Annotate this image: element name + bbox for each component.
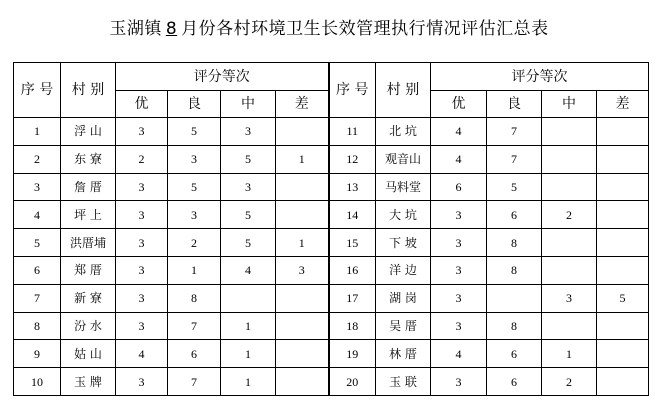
- right-grade-zhong-cell: [542, 229, 597, 257]
- left-village-cell: 郑 厝: [61, 256, 116, 284]
- left-grade-zhong-cell: 1: [221, 340, 276, 368]
- right-grade-liang-cell: 6: [487, 201, 542, 229]
- left-grade-you-cell: 3: [116, 201, 168, 229]
- left-seq-cell: 3: [14, 173, 61, 201]
- right-grade-you-cell: 3: [431, 368, 487, 396]
- table-row: [14, 118, 649, 146]
- right-grade-cha-cell: [597, 312, 649, 340]
- right-grade-cha-cell: [597, 118, 649, 146]
- table-body: [14, 118, 649, 396]
- right-grade-cha-cell: [597, 229, 649, 257]
- left-grade-you-cell: 3: [116, 118, 168, 146]
- left-seq-cell: 2: [14, 145, 61, 173]
- header-seq-right: 序 号: [329, 63, 376, 118]
- left-grade-cha-cell: 3: [276, 256, 329, 284]
- right-seq-cell: 17: [329, 284, 376, 312]
- left-grade-liang-cell: 5: [168, 173, 221, 201]
- right-seq-cell: 11: [329, 118, 376, 146]
- right-grade-zhong-cell: [542, 256, 597, 284]
- right-seq-cell: 20: [329, 368, 376, 396]
- summary-table: [13, 62, 649, 396]
- left-grade-zhong-cell: 5: [221, 201, 276, 229]
- right-grade-liang-cell: 8: [487, 312, 542, 340]
- right-grade-zhong-cell: [542, 145, 597, 173]
- right-village-cell: 大 坑: [376, 201, 431, 229]
- left-grade-liang-cell: 8: [168, 284, 221, 312]
- table-row: [14, 145, 649, 173]
- right-village-cell: 湖 岗: [376, 284, 431, 312]
- right-grade-you-cell: 3: [431, 201, 487, 229]
- left-grade-cha-cell: 1: [276, 145, 329, 173]
- left-grade-liang-cell: 6: [168, 340, 221, 368]
- right-seq-cell: 19: [329, 340, 376, 368]
- left-grade-cha-cell: [276, 201, 329, 229]
- header-grade-liang-right: 良: [487, 91, 542, 118]
- left-village-cell: 汾 水: [61, 312, 116, 340]
- left-village-cell: 姑 山: [61, 340, 116, 368]
- right-village-cell: 马料堂: [376, 173, 431, 201]
- page-title: [0, 14, 658, 39]
- left-village-cell: 坪 上: [61, 201, 116, 229]
- header-grade-you-left: 优: [116, 91, 168, 118]
- left-village-cell: 新 寮: [61, 284, 116, 312]
- header-grade-zhong-left: 中: [221, 91, 276, 118]
- right-grade-liang-cell: 8: [487, 229, 542, 257]
- header-grade-cha-right: 差: [597, 91, 649, 118]
- right-grade-liang-cell: 7: [487, 118, 542, 146]
- right-grade-liang-cell: 6: [487, 368, 542, 396]
- left-grade-zhong-cell: 1: [221, 368, 276, 396]
- left-grade-liang-cell: 7: [168, 368, 221, 396]
- left-grade-liang-cell: 7: [168, 312, 221, 340]
- header-grade-cha-left: 差: [276, 91, 329, 118]
- left-grade-cha-cell: [276, 368, 329, 396]
- right-grade-you-cell: 4: [431, 340, 487, 368]
- right-grade-cha-cell: [597, 173, 649, 201]
- right-grade-you-cell: 4: [431, 145, 487, 173]
- right-seq-cell: 12: [329, 145, 376, 173]
- left-seq-cell: 5: [14, 229, 61, 257]
- left-grade-cha-cell: [276, 173, 329, 201]
- right-seq-cell: 15: [329, 229, 376, 257]
- right-grade-zhong-cell: 2: [542, 368, 597, 396]
- table-row: [14, 229, 649, 257]
- left-grade-liang-cell: 5: [168, 118, 221, 146]
- left-grade-you-cell: 3: [116, 173, 168, 201]
- left-grade-zhong-cell: 4: [221, 256, 276, 284]
- right-village-cell: 北 坑: [376, 118, 431, 146]
- left-grade-cha-cell: [276, 312, 329, 340]
- right-grade-you-cell: 3: [431, 229, 487, 257]
- right-grade-you-cell: 4: [431, 118, 487, 146]
- left-grade-zhong-cell: [221, 284, 276, 312]
- right-grade-cha-cell: [597, 145, 649, 173]
- header-rating-right: 评分等次: [431, 63, 649, 91]
- table-row: [14, 340, 649, 368]
- right-grade-zhong-cell: 3: [542, 284, 597, 312]
- table-row: [14, 368, 649, 396]
- left-village-cell: 东 寮: [61, 145, 116, 173]
- right-grade-cha-cell: 5: [597, 284, 649, 312]
- left-grade-you-cell: 3: [116, 368, 168, 396]
- right-village-cell: 洋 边: [376, 256, 431, 284]
- right-grade-liang-cell: 7: [487, 145, 542, 173]
- header-rating-left: 评分等次: [116, 63, 329, 91]
- right-grade-liang-cell: 6: [487, 340, 542, 368]
- table-row: [14, 173, 649, 201]
- left-seq-cell: 6: [14, 256, 61, 284]
- left-grade-you-cell: 4: [116, 340, 168, 368]
- header-village-left: 村 别: [61, 63, 116, 118]
- left-grade-zhong-cell: 5: [221, 229, 276, 257]
- left-grade-cha-cell: [276, 284, 329, 312]
- right-grade-cha-cell: [597, 340, 649, 368]
- right-village-cell: 观音山: [376, 145, 431, 173]
- right-grade-zhong-cell: [542, 118, 597, 146]
- table-row: [14, 284, 649, 312]
- left-grade-liang-cell: 3: [168, 201, 221, 229]
- table-row: [14, 256, 649, 284]
- left-grade-cha-cell: [276, 118, 329, 146]
- right-grade-cha-cell: [597, 256, 649, 284]
- left-grade-liang-cell: 1: [168, 256, 221, 284]
- right-grade-you-cell: 3: [431, 256, 487, 284]
- left-village-cell: 洪厝埔: [61, 229, 116, 257]
- left-seq-cell: 4: [14, 201, 61, 229]
- header-row-1: [14, 63, 649, 91]
- right-grade-you-cell: 6: [431, 173, 487, 201]
- left-grade-zhong-cell: 3: [221, 173, 276, 201]
- right-grade-liang-cell: 5: [487, 173, 542, 201]
- right-seq-cell: 16: [329, 256, 376, 284]
- left-grade-zhong-cell: 5: [221, 145, 276, 173]
- header-grade-you-right: 优: [431, 91, 487, 118]
- left-grade-you-cell: 3: [116, 229, 168, 257]
- right-village-cell: 吴 厝: [376, 312, 431, 340]
- right-grade-cha-cell: [597, 201, 649, 229]
- left-seq-cell: 10: [14, 368, 61, 396]
- header-grade-zhong-right: 中: [542, 91, 597, 118]
- right-grade-you-cell: 3: [431, 284, 487, 312]
- right-grade-zhong-cell: 1: [542, 340, 597, 368]
- header-grade-liang-left: 良: [168, 91, 221, 118]
- left-village-cell: 詹 厝: [61, 173, 116, 201]
- title-prefix: 玉湖镇: [109, 19, 162, 39]
- right-village-cell: 玉 联: [376, 368, 431, 396]
- right-village-cell: 林 厝: [376, 340, 431, 368]
- right-grade-you-cell: 3: [431, 312, 487, 340]
- title-suffix: 月份各村环境卫生长效管理执行情况评估汇总表: [181, 19, 549, 39]
- header-seq-left: 序 号: [14, 63, 61, 118]
- left-grade-liang-cell: 3: [168, 145, 221, 173]
- left-grade-cha-cell: [276, 340, 329, 368]
- left-grade-you-cell: 2: [116, 145, 168, 173]
- right-grade-liang-cell: [487, 284, 542, 312]
- right-grade-zhong-cell: [542, 173, 597, 201]
- title-month: 8: [165, 19, 178, 39]
- table-row: [14, 201, 649, 229]
- left-grade-you-cell: 3: [116, 312, 168, 340]
- left-grade-you-cell: 3: [116, 256, 168, 284]
- right-grade-liang-cell: 8: [487, 256, 542, 284]
- right-grade-cha-cell: [597, 368, 649, 396]
- right-grade-zhong-cell: 2: [542, 201, 597, 229]
- left-grade-zhong-cell: 3: [221, 118, 276, 146]
- left-grade-you-cell: 3: [116, 284, 168, 312]
- left-seq-cell: 9: [14, 340, 61, 368]
- right-grade-zhong-cell: [542, 312, 597, 340]
- left-village-cell: 玉 牌: [61, 368, 116, 396]
- left-grade-cha-cell: 1: [276, 229, 329, 257]
- table-row: [14, 312, 649, 340]
- right-seq-cell: 14: [329, 201, 376, 229]
- right-seq-cell: 13: [329, 173, 376, 201]
- left-seq-cell: 7: [14, 284, 61, 312]
- left-seq-cell: 8: [14, 312, 61, 340]
- right-seq-cell: 18: [329, 312, 376, 340]
- right-village-cell: 下 坡: [376, 229, 431, 257]
- left-village-cell: 浮 山: [61, 118, 116, 146]
- left-grade-liang-cell: 2: [168, 229, 221, 257]
- header-village-right: 村 别: [376, 63, 431, 118]
- left-grade-zhong-cell: 1: [221, 312, 276, 340]
- left-seq-cell: 1: [14, 118, 61, 146]
